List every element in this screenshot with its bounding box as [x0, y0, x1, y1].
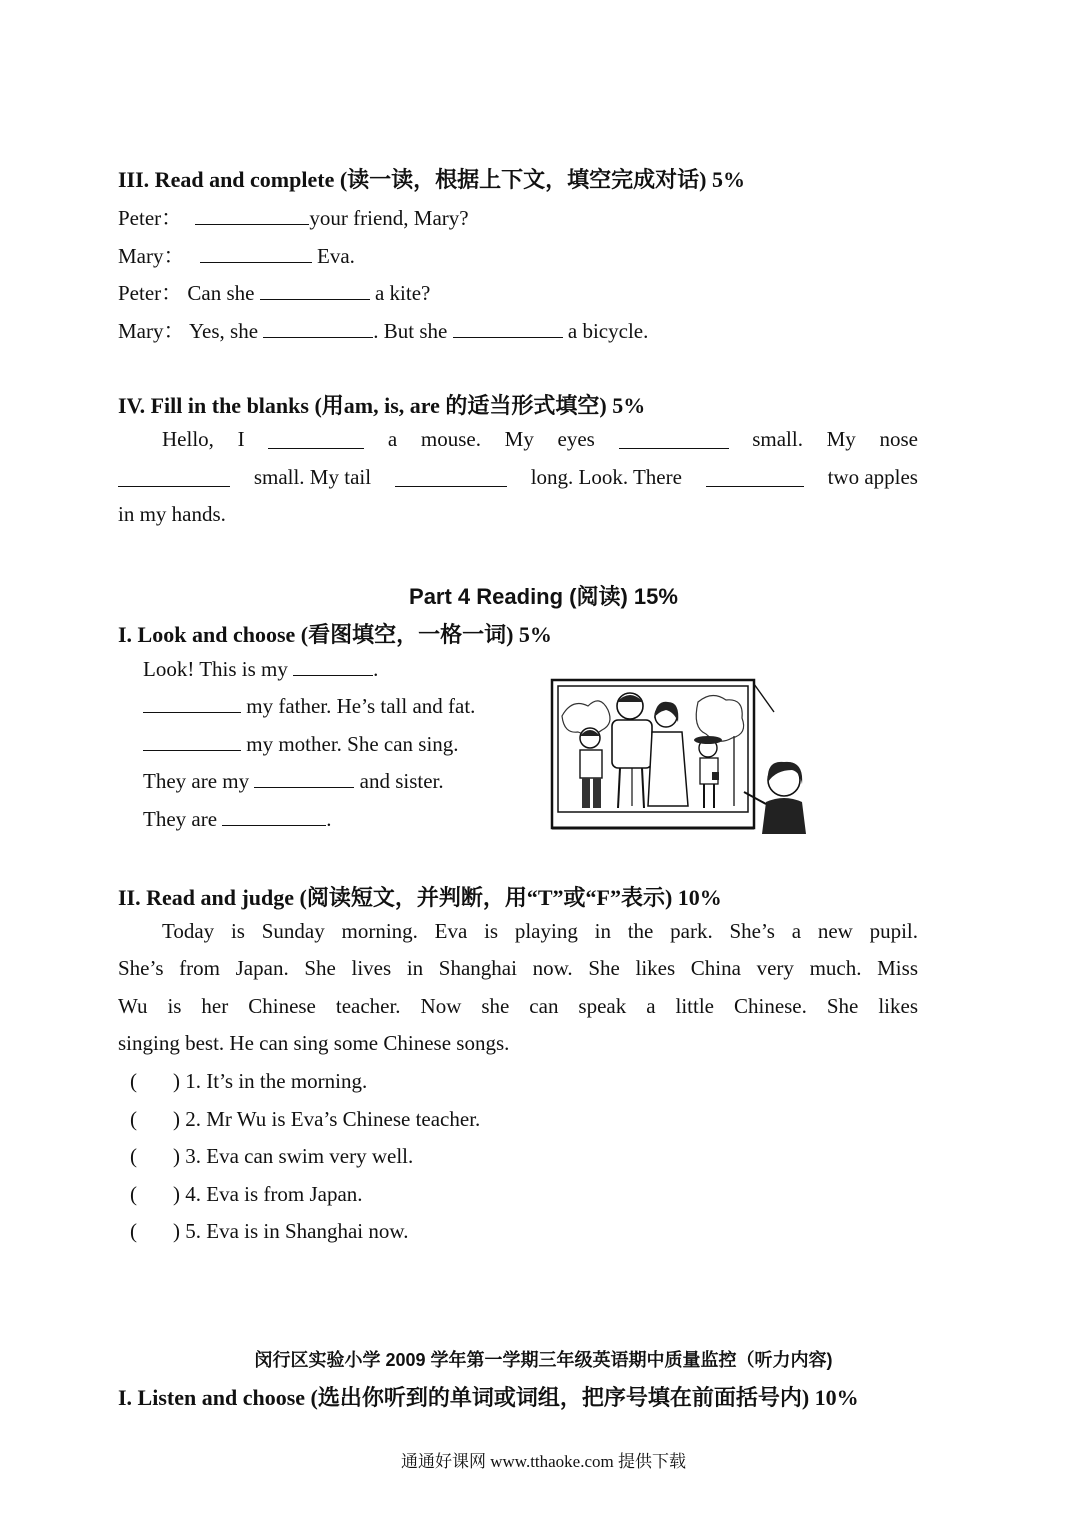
- look-line-4: [143, 769, 444, 794]
- text-run: two apples: [827, 465, 918, 489]
- answer-paren-close[interactable]: ): [173, 1182, 180, 1206]
- text-run: small. My tail: [253, 465, 372, 489]
- word: I: [237, 427, 245, 451]
- passage-line-2: She’s from Japan. She lives in Shanghai now. She likes China very much. Miss: [118, 956, 918, 980]
- word: Hello,: [162, 427, 214, 451]
- speaker-label: Peter：: [118, 281, 183, 305]
- dialogue-line-3: [118, 277, 430, 307]
- judge-item-2: [130, 1107, 480, 1132]
- answer-blank[interactable]: [222, 824, 326, 826]
- look-line-5: [143, 807, 332, 832]
- dialogue-line-1: [118, 202, 469, 232]
- answer-paren-open[interactable]: (: [130, 1144, 137, 1168]
- text-run: long. Look. There: [530, 465, 682, 489]
- dialogue-line-2: [118, 240, 355, 270]
- word: mouse.: [420, 427, 481, 451]
- judge-statement: 1. It’s in the morning.: [185, 1069, 368, 1093]
- dialogue-text: Can she: [187, 281, 260, 305]
- passage-line-3: Wu is her Chinese teacher. Now she can speak a little Chinese. She likes: [118, 994, 918, 1018]
- answer-blank[interactable]: [254, 786, 354, 788]
- fill-line-1: [162, 427, 918, 452]
- word: My: [504, 427, 534, 451]
- answer-blank[interactable]: [195, 223, 309, 225]
- dialogue-text: a bicycle.: [562, 319, 649, 343]
- speaker-label: Mary：: [118, 244, 185, 268]
- answer-paren-open[interactable]: (: [130, 1219, 137, 1243]
- look-line-1: [143, 657, 378, 682]
- judge-statement: 5. Eva is in Shanghai now.: [185, 1219, 409, 1243]
- text-run: my father. He’s tall and fat.: [241, 694, 476, 718]
- text-run: and sister.: [354, 769, 444, 793]
- text-run: They are my: [143, 769, 255, 793]
- judge-item-1: [130, 1069, 367, 1094]
- answer-paren-open[interactable]: (: [130, 1107, 137, 1131]
- text-run: .: [373, 657, 379, 681]
- read-judge-heading: II. Read and judge (阅读短文，并判断，用“T”或“F”表示) 10%: [118, 885, 722, 910]
- word: My: [826, 427, 856, 451]
- judge-item-3: [130, 1144, 413, 1169]
- judge-item-4: [130, 1182, 363, 1207]
- section-3-heading: III. Read and complete (读一读，根据上下文，填空完成对话) 5%: [118, 167, 745, 192]
- text-run: my mother. She can sing.: [241, 732, 459, 756]
- judge-statement: 2. Mr Wu is Eva’s Chinese teacher.: [185, 1107, 481, 1131]
- section-4-heading: IV. Fill in the blanks (用am, is, are 的适当形式填空) 5%: [118, 393, 646, 418]
- text-run: .: [326, 807, 332, 831]
- look-line-2: [143, 694, 475, 719]
- dialogue-text: your friend, Mary?: [309, 206, 469, 230]
- answer-blank[interactable]: [706, 485, 804, 487]
- judge-statement: 3. Eva can swim very well.: [185, 1144, 414, 1168]
- answer-paren-close[interactable]: ): [173, 1219, 180, 1243]
- family-photo-illustration: [548, 676, 810, 836]
- dialogue-text: . But she: [373, 319, 453, 343]
- answer-blank[interactable]: [263, 336, 373, 338]
- dialogue-line-4: [118, 315, 648, 345]
- part-4-title: Part 4 Reading (阅读) 15%: [409, 584, 678, 609]
- speaker-label: Peter：: [118, 206, 183, 230]
- dialogue-text: a kite?: [369, 281, 431, 305]
- judge-statement: 4. Eva is from Japan.: [185, 1182, 363, 1206]
- answer-blank[interactable]: [619, 447, 729, 449]
- answer-blank[interactable]: [453, 336, 563, 338]
- text-run: They are: [143, 807, 223, 831]
- listening-title: 闵行区实验小学 2009 学年第一学期三年级英语期中质量监控（听力内容): [254, 1350, 833, 1370]
- speaker-label: Mary：: [118, 319, 185, 343]
- answer-blank[interactable]: [395, 485, 507, 487]
- answer-blank[interactable]: [293, 674, 373, 676]
- look-line-3: [143, 732, 459, 757]
- fill-line-3: in my hands.: [118, 502, 226, 526]
- listen-choose-heading: I. Listen and choose (选出你听到的单词或词组，把序号填在前面括号内) 10%: [118, 1385, 859, 1410]
- text-run: Look! This is my: [143, 657, 294, 681]
- word: nose: [879, 427, 918, 451]
- word: a: [387, 427, 398, 451]
- answer-blank[interactable]: [118, 485, 230, 487]
- look-choose-heading: I. Look and choose (看图填空，一格一词) 5%: [118, 622, 552, 647]
- answer-paren-open[interactable]: (: [130, 1182, 137, 1206]
- passage-line-1: Today is Sunday morning. Eva is playing in the park. She’s a new pupil.: [162, 919, 918, 943]
- word: eyes: [557, 427, 595, 451]
- fill-line-2: [118, 465, 918, 490]
- answer-paren-close[interactable]: ): [173, 1107, 180, 1131]
- judge-item-5: [130, 1219, 408, 1244]
- answer-blank[interactable]: [260, 298, 370, 300]
- answer-blank[interactable]: [143, 711, 241, 713]
- answer-blank[interactable]: [268, 447, 364, 449]
- passage-line-4: singing best. He can sing some Chinese songs.: [118, 1031, 510, 1055]
- answer-blank[interactable]: [143, 749, 241, 751]
- footer-credit: 通通好课网 www.tthaoke.com 提供下载: [400, 1452, 687, 1471]
- answer-blank[interactable]: [200, 261, 312, 263]
- dialogue-text: Eva.: [311, 244, 355, 268]
- word: small.: [752, 427, 803, 451]
- answer-paren-open[interactable]: (: [130, 1069, 137, 1093]
- answer-paren-close[interactable]: ): [173, 1069, 180, 1093]
- answer-paren-close[interactable]: ): [173, 1144, 180, 1168]
- dialogue-text: Yes, she: [188, 319, 264, 343]
